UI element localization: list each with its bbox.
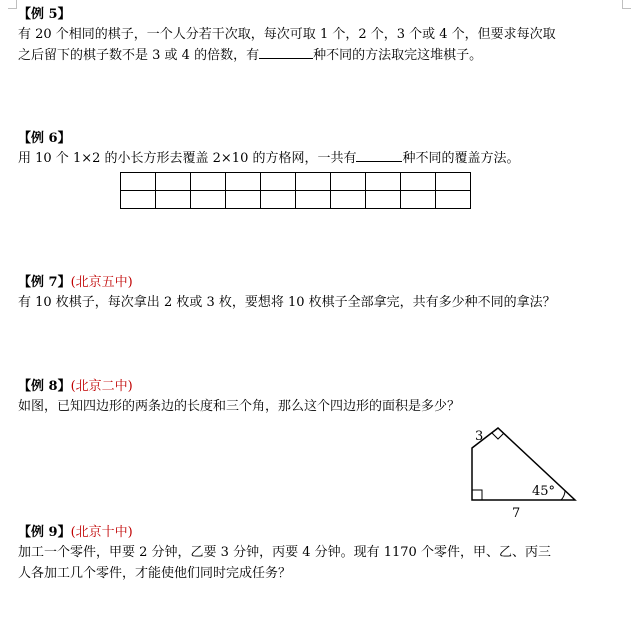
grid-cell	[121, 173, 156, 191]
example-6-line-a: 用 10 个 1×2 的小长方形去覆盖 2×10 的方格网，一共有	[18, 151, 357, 166]
label-side-7: 7	[512, 506, 521, 521]
grid-cell	[261, 191, 296, 209]
quadrilateral-outline	[472, 428, 575, 500]
grid-cell	[401, 173, 436, 191]
grid-2x10	[120, 172, 471, 209]
grid-cell	[401, 191, 436, 209]
example-6-answer-blank	[356, 149, 402, 162]
example-7-heading	[18, 274, 618, 292]
right-angle-mark-bottom	[472, 490, 482, 500]
grid-cell	[226, 173, 261, 191]
grid-cell	[436, 191, 471, 209]
example-9-line-2: 人各加工几个零件，才能使他们同时完成任务？	[18, 566, 292, 581]
grid-row	[121, 173, 471, 191]
page-corner-mark-right	[622, 0, 631, 9]
grid-cell	[261, 173, 296, 191]
grid-cell	[191, 173, 226, 191]
example-7-label: 【例 7】	[18, 275, 71, 290]
example-7-line: 有 10 枚棋子，每次拿出 2 枚或 3 枚，要想将 10 枚棋子全部拿完，共有多少种不同的拿法？	[18, 295, 556, 310]
grid-cell	[156, 191, 191, 209]
example-8-line: 如图，已知四边形的两条边的长度和三个角，那么这个四边形的面积是多少？	[18, 399, 461, 414]
grid-cell	[191, 191, 226, 209]
right-angle-mark-top	[492, 433, 504, 439]
example-8-source: (北京二中)	[70, 379, 133, 394]
example-5-line-2-b: 种不同的方法取完这堆棋子。	[313, 48, 483, 63]
example-6-heading: 【例 6】	[18, 131, 71, 146]
example-6-line-b: 种不同的覆盖方法。	[402, 151, 520, 166]
example-5-answer-blank	[259, 46, 313, 59]
grid-cell	[331, 173, 366, 191]
example-5-line-1: 有 20 个相同的棋子，一个人分若干次取，每次可取 1 个，2 个，3 个或 4 个，但要求每次取	[18, 27, 556, 42]
grid-cell	[121, 191, 156, 209]
grid-cell	[331, 191, 366, 209]
example-7	[18, 274, 618, 313]
grid-cell	[296, 173, 331, 191]
grid-cell	[366, 191, 401, 209]
grid-cell	[156, 173, 191, 191]
example-8-label: 【例 8】	[18, 379, 71, 394]
grid-cell	[436, 173, 471, 191]
quadrilateral-figure	[460, 422, 580, 522]
grid-cell	[226, 191, 261, 209]
example-8-heading	[18, 378, 618, 396]
example-5-line-2-a: 之后留下的棋子数不是 3 或 4 的倍数，有	[18, 48, 260, 63]
example-7-source: (北京五中)	[70, 275, 133, 290]
example-9	[18, 524, 618, 584]
example-8	[18, 378, 618, 417]
example-9-source: (北京十中)	[70, 525, 133, 540]
grid-cell	[296, 191, 331, 209]
angle-arc	[561, 491, 565, 500]
grid-cell	[366, 173, 401, 191]
example-5	[18, 6, 618, 66]
example-9-line-1: 加工一个零件，甲要 2 分钟，乙要 3 分钟，丙要 4 分钟。现有 1170 个零件，甲、乙、丙三	[18, 545, 551, 560]
example-6	[18, 130, 618, 169]
grid-row	[121, 191, 471, 209]
example-9-heading	[18, 524, 618, 542]
example-5-line-2	[18, 45, 618, 66]
label-side-3: 3	[475, 429, 484, 444]
label-angle-45: 45°	[532, 484, 556, 499]
example-6-line	[18, 148, 618, 169]
page-corner-mark-left	[8, 0, 17, 9]
example-9-label: 【例 9】	[18, 525, 71, 540]
example-5-heading: 【例 5】	[18, 7, 71, 22]
